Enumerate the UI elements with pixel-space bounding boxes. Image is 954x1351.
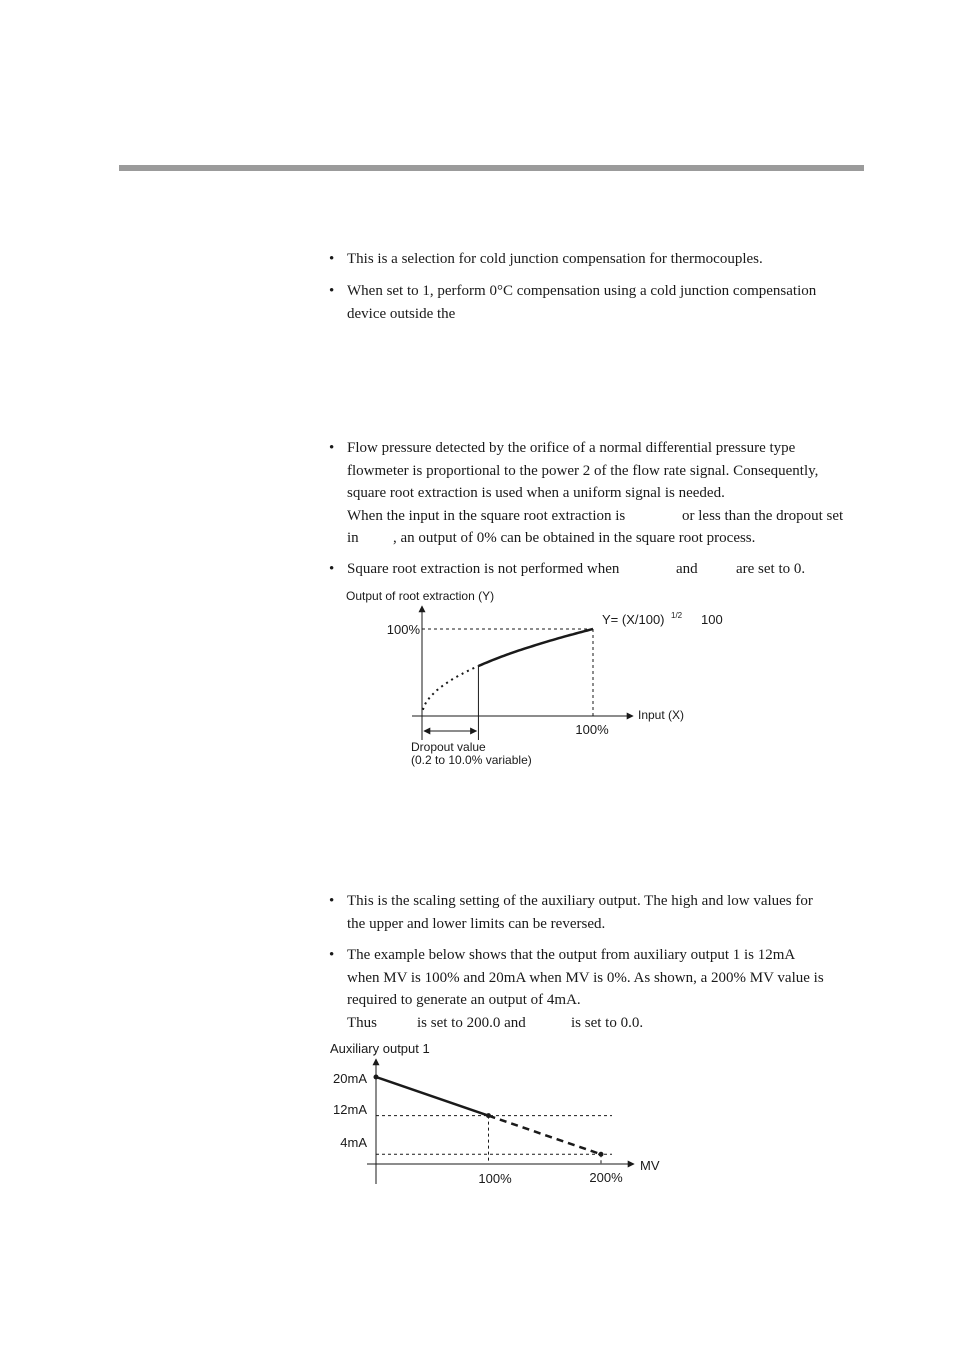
dropout-range-label: (0.2 to 10.0% variable) [411,753,532,767]
bullet-text: is set to 0.0. [571,1014,644,1031]
y-tick-12ma: 12mA [333,1102,367,1117]
y-tick-100: 100% [386,622,420,637]
data-point [486,1113,491,1118]
bullet-dot: • [329,283,335,299]
bullet-text: When set to 1, perform 0°C compensation using a cold junction compensation [347,283,817,299]
bullet-text: the upper and lower limits can be reversed. [347,915,606,932]
bullet-dot: • [329,947,335,963]
x-tick-100: 100% [575,722,609,737]
formula-main: Y= (X/100) [602,612,665,627]
y-axis-title: Output of root extraction (Y) [346,589,495,603]
bullet-text: is set to 200.0 and [417,1014,526,1031]
x-axis-label: Input (X) [638,708,685,722]
bullet-dot: • [329,893,335,909]
formula-tail: 100 [701,612,723,627]
bullet-text: device outside the [347,305,456,322]
y-tick-20ma: 20mA [333,1071,367,1086]
bullet-text: When the input in the square root extraction is [347,507,626,524]
bullet-text: or less than the dropout set [682,507,844,524]
bullet-text: This is a selection for cold junction compensation for thermocouples. [347,251,763,267]
bullet-text: Thus [347,1014,377,1031]
aux-output-solid-line [376,1077,489,1116]
formula-exponent: 1/2 [671,611,683,620]
bullet-text: are set to 0. [736,561,806,577]
bullet-text: Square root extraction is not performed when [347,561,620,577]
bullet-text: required to generate an output of 4mA. [347,992,581,1008]
bullet-text: and [676,561,698,577]
aux-output-dashed-line [489,1116,602,1155]
bullet-text: flowmeter is proportional to the power 2 of the flow rate signal. Consequently, [347,462,819,479]
data-point [374,1075,379,1080]
x-tick-100: 100% [478,1171,512,1186]
bullet-text: Flow pressure detected by the orifice of a normal differential pressure type [347,440,796,456]
bullet-text: This is the scaling setting of the auxiliary output. The high and low values for [347,893,813,909]
bullet-text: square root extraction is used when a uniform signal is needed. [347,485,725,501]
bullet-text: in [347,530,359,546]
x-axis-label: MV [640,1158,660,1173]
y-axis-title: Auxiliary output 1 [330,1041,430,1056]
bullet-text: , an output of 0% can be obtained in the square root process. [393,530,756,546]
bullet-text: when MV is 100% and 20mA when MV is 0%. As shown, a 200% MV value is [347,969,824,986]
bullet-dot: • [329,251,335,267]
data-point [599,1152,604,1157]
x-tick-200: 200% [589,1170,623,1185]
bullet-dot: • [329,561,335,577]
y-tick-4ma: 4mA [340,1135,367,1150]
dropout-label: Dropout value [411,740,486,754]
bullet-dot: • [329,440,335,456]
bullet-text: The example below shows that the output from auxiliary output 1 is 12mA [347,947,796,963]
